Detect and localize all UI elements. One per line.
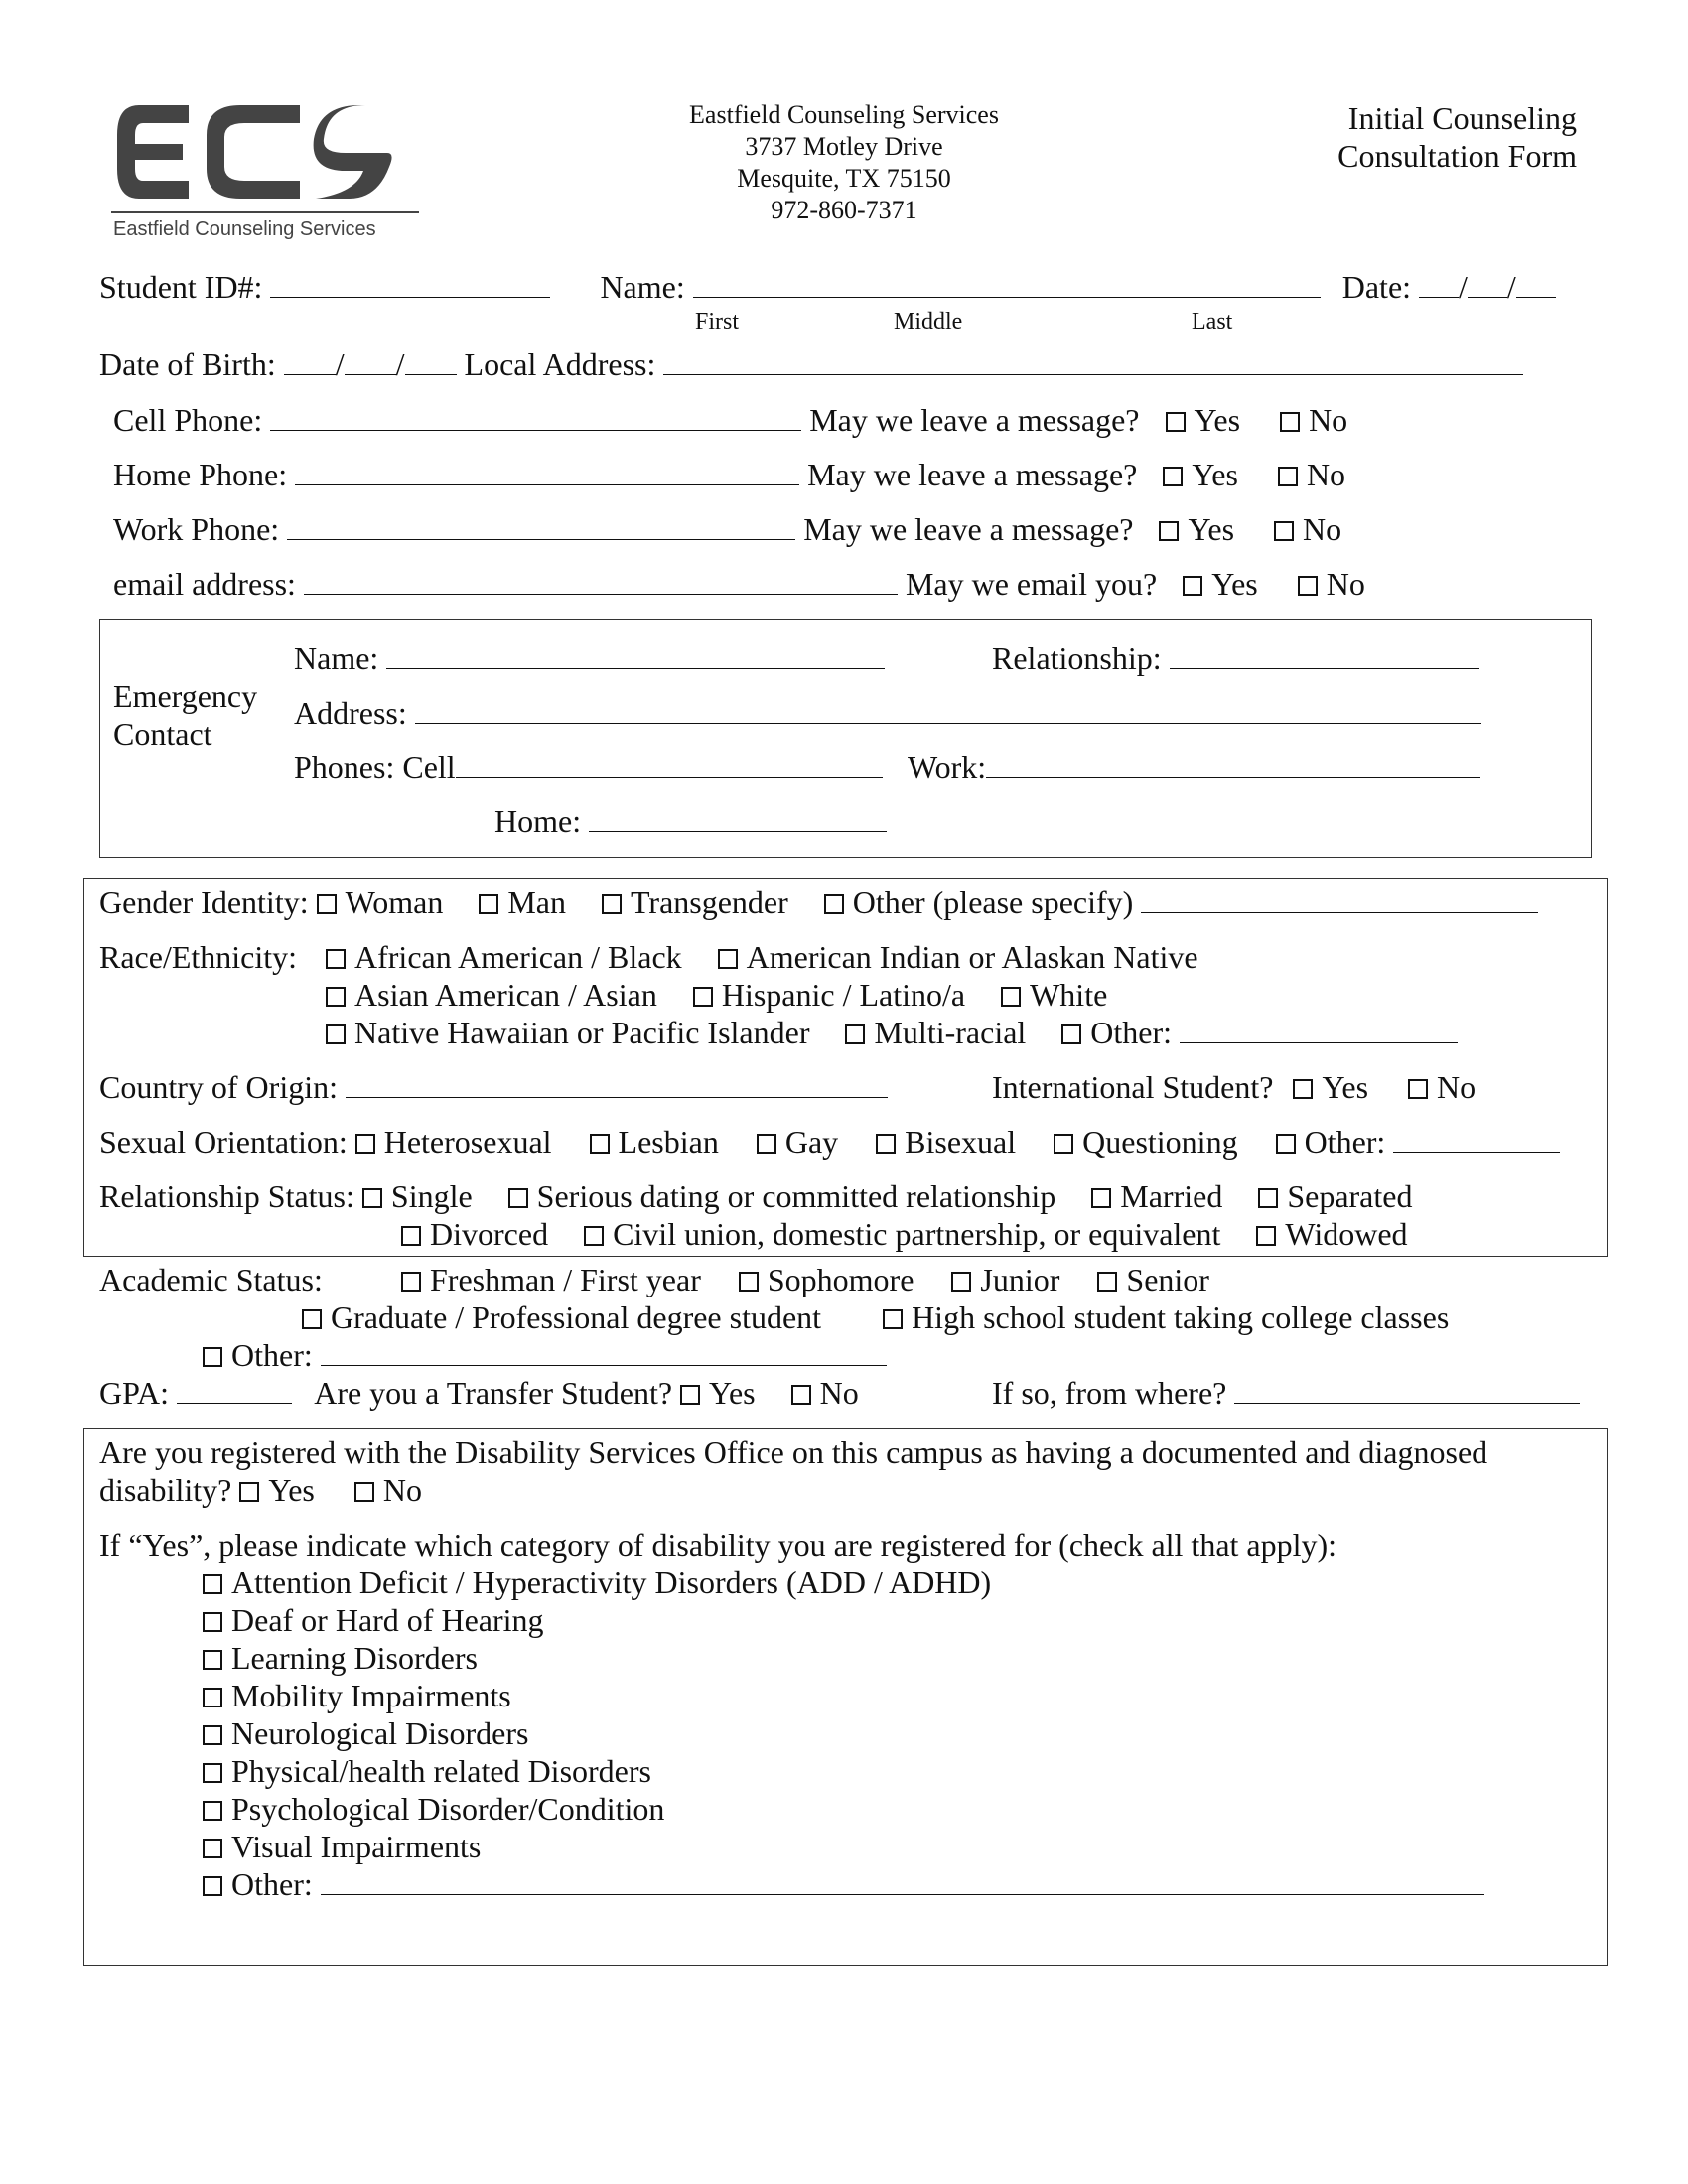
academic-status-label: Academic Status: — [99, 1262, 323, 1297]
home-message-yes-checkbox[interactable] — [1163, 467, 1183, 486]
emergency-address-label: Address: — [294, 695, 407, 731]
cell-phone-label: Cell Phone: — [113, 402, 263, 438]
disability-deaf-checkbox[interactable] — [203, 1612, 222, 1632]
orientation-lesbian-checkbox[interactable] — [590, 1134, 610, 1154]
orientation-heterosexual-checkbox[interactable] — [355, 1134, 375, 1154]
academic-option: High school student taking college classes — [912, 1299, 1450, 1335]
emergency-relationship-field[interactable] — [1170, 642, 1479, 669]
disability-category-label: Mobility Impairments — [231, 1678, 511, 1713]
orientation-gay-checkbox[interactable] — [757, 1134, 776, 1154]
emergency-cell-field[interactable] — [456, 751, 883, 778]
international-label: International Student? — [992, 1069, 1274, 1105]
orientation-other-field[interactable] — [1393, 1126, 1560, 1153]
home-message-no-checkbox[interactable] — [1278, 467, 1298, 486]
disability-mobility-checkbox[interactable] — [203, 1688, 222, 1707]
message-question: May we leave a message? — [807, 457, 1138, 492]
race-white-checkbox[interactable] — [1001, 987, 1021, 1007]
emergency-cell-row — [294, 749, 883, 786]
relationship-option: Civil union, domestic partnership, or equivalent — [613, 1216, 1221, 1252]
disability-category-item — [203, 1865, 1484, 1903]
disability-category-label: Attention Deficit / Hyperactivity Disorders (ADD / ADHD) — [231, 1565, 992, 1600]
student-id-label: Student ID#: — [99, 269, 263, 305]
orientation-option: Other: — [1304, 1124, 1386, 1160]
transfer-question: Are you a Transfer Student? — [314, 1375, 673, 1411]
emergency-home-row — [494, 802, 887, 840]
yes-label: Yes — [709, 1375, 756, 1411]
dob-month-field[interactable] — [284, 348, 336, 375]
emergency-cell-label: Phones: Cell — [294, 750, 456, 785]
emergency-address-field[interactable] — [415, 697, 1481, 724]
no-label: No — [1309, 402, 1348, 438]
race-label: Race/Ethnicity: — [99, 939, 298, 975]
academic-junior-checkbox[interactable] — [951, 1272, 971, 1292]
academic-option: Junior — [980, 1262, 1060, 1297]
gpa-row — [99, 1374, 859, 1412]
relationship-option: Serious dating or committed relationship — [536, 1178, 1056, 1214]
transfer-where-label: If so, from where? — [992, 1375, 1227, 1411]
gender-transgender-checkbox[interactable] — [602, 894, 622, 914]
disability-category-item — [203, 1714, 1484, 1752]
name-first-caption: First — [695, 309, 740, 335]
emergency-home-label: Home: — [494, 803, 582, 839]
org-phone: 972-860-7371 — [771, 196, 917, 224]
academic-other-row — [203, 1336, 887, 1374]
name-label: Name: — [600, 269, 685, 305]
race-row-1 — [326, 938, 1198, 976]
cell-phone-row — [113, 401, 1347, 439]
date-label: Date: — [1341, 269, 1412, 305]
local-address-field[interactable] — [663, 348, 1523, 375]
org-address-block — [645, 99, 1043, 226]
disability-category-item — [203, 1828, 1484, 1865]
race-asian-checkbox[interactable] — [326, 987, 346, 1007]
disability-question-line2: disability? — [99, 1472, 232, 1508]
local-address-label: Local Address: — [464, 346, 656, 382]
relationship-option: Widowed — [1285, 1216, 1408, 1252]
disability-physical-checkbox[interactable] — [203, 1763, 222, 1783]
work-phone-label: Work Phone: — [113, 511, 280, 547]
race-other-field[interactable] — [1180, 1017, 1458, 1043]
country-field[interactable] — [346, 1071, 888, 1098]
race-american-indian-checkbox[interactable] — [718, 949, 738, 969]
disability-category-item — [203, 1601, 1484, 1639]
name-middle-caption: Middle — [894, 309, 963, 335]
date-day-field[interactable] — [1468, 271, 1507, 298]
name-field[interactable] — [693, 271, 1321, 298]
race-row-2 — [326, 976, 1107, 1014]
relationship-single-checkbox[interactable] — [362, 1188, 382, 1208]
relationship-separated-checkbox[interactable] — [1258, 1188, 1278, 1208]
race-other-checkbox[interactable] — [1061, 1024, 1081, 1044]
relationship-option: Separated — [1287, 1178, 1413, 1214]
academic-option: Senior — [1126, 1262, 1209, 1297]
email-field[interactable] — [304, 568, 898, 595]
student-id-row — [99, 268, 1556, 306]
country-row — [99, 1068, 888, 1106]
race-option: African American / Black — [354, 939, 682, 975]
disability-yes-checkbox[interactable] — [239, 1482, 259, 1502]
race-pacific-islander-checkbox[interactable] — [326, 1024, 346, 1044]
academic-other-label: Other: — [231, 1337, 313, 1373]
country-label: Country of Origin: — [99, 1069, 338, 1105]
relationship-dating-checkbox[interactable] — [508, 1188, 528, 1208]
relationship-label: Relationship Status: — [99, 1178, 354, 1214]
emergency-label-line1: Emergency — [113, 678, 258, 714]
gpa-field[interactable] — [177, 1377, 292, 1404]
date-month-field[interactable] — [1419, 271, 1459, 298]
home-phone-field[interactable] — [295, 459, 799, 485]
cell-message-yes-checkbox[interactable] — [1166, 412, 1186, 432]
gender-other-checkbox[interactable] — [824, 894, 844, 914]
race-multiracial-checkbox[interactable] — [845, 1024, 865, 1044]
no-label: No — [1306, 457, 1346, 492]
orientation-option: Bisexual — [905, 1124, 1017, 1160]
email-yes-checkbox[interactable] — [1183, 576, 1202, 596]
orientation-option: Questioning — [1082, 1124, 1238, 1160]
orientation-option: Heterosexual — [383, 1124, 552, 1160]
gender-option: Man — [507, 885, 566, 920]
academic-senior-checkbox[interactable] — [1097, 1272, 1117, 1292]
no-label: No — [1303, 511, 1342, 547]
dob-row — [99, 345, 1523, 383]
race-option: Other: — [1090, 1015, 1173, 1050]
name-last-caption: Last — [1192, 309, 1233, 335]
emergency-address-row — [294, 694, 1481, 732]
emergency-label-line2: Contact — [113, 716, 212, 751]
email-question: May we email you? — [905, 566, 1158, 602]
academic-high-school-checkbox[interactable] — [883, 1309, 903, 1329]
gender-other-field[interactable] — [1141, 887, 1538, 913]
orientation-label: Sexual Orientation: — [99, 1124, 348, 1160]
disability-category-label: Learning Disorders — [231, 1640, 478, 1676]
disability-question-line2-row — [99, 1471, 422, 1509]
cell-phone-field[interactable] — [270, 404, 801, 431]
international-no-checkbox[interactable] — [1408, 1079, 1428, 1099]
message-question: May we leave a message? — [809, 402, 1140, 438]
academic-sophomore-checkbox[interactable] — [739, 1272, 759, 1292]
work-message-yes-checkbox[interactable] — [1159, 521, 1179, 541]
disability-learning-checkbox[interactable] — [203, 1650, 222, 1670]
home-phone-row — [113, 456, 1345, 493]
relationship-option: Married — [1120, 1178, 1223, 1214]
no-label: No — [1326, 566, 1365, 602]
orientation-bisexual-checkbox[interactable] — [876, 1134, 896, 1154]
race-option: White — [1030, 977, 1108, 1013]
yes-label: Yes — [1194, 402, 1241, 438]
academic-option: Graduate / Professional degree student — [331, 1299, 822, 1335]
disability-category-label: Deaf or Hard of Hearing — [231, 1602, 544, 1638]
form-title-line1: Initial Counseling — [1347, 100, 1577, 136]
relationship-option: Divorced — [430, 1216, 549, 1252]
race-option: Native Hawaiian or Pacific Islander — [354, 1015, 810, 1050]
emergency-name-label: Name: — [294, 640, 379, 676]
orientation-row — [99, 1123, 1560, 1160]
academic-freshman-checkbox[interactable] — [401, 1272, 421, 1292]
relationship-married-checkbox[interactable] — [1091, 1188, 1111, 1208]
disability-category-item — [203, 1639, 1484, 1677]
race-hispanic-checkbox[interactable] — [693, 987, 713, 1007]
transfer-where-row — [992, 1374, 1580, 1412]
disability-category-item — [203, 1790, 1484, 1828]
relationship-row-1 — [99, 1177, 1412, 1215]
dob-day-field[interactable] — [345, 348, 396, 375]
disability-question-line1: Are you registered with the Disability Services Office on this campus as having a documented and diagnosed — [99, 1434, 1488, 1470]
disability-category-item — [203, 1564, 1484, 1601]
ecs-logo — [111, 95, 429, 254]
no-label: No — [382, 1472, 422, 1508]
emergency-work-row — [908, 749, 1480, 786]
disability-other-field[interactable] — [321, 1868, 1484, 1895]
orientation-option: Gay — [784, 1124, 839, 1160]
email-no-checkbox[interactable] — [1298, 576, 1318, 596]
org-street: 3737 Motley Drive — [745, 132, 943, 161]
home-phone-label: Home Phone: — [113, 457, 288, 492]
disability-psychological-checkbox[interactable] — [203, 1801, 222, 1821]
yes-label: Yes — [1322, 1069, 1369, 1105]
message-question: May we leave a message? — [803, 511, 1134, 547]
relationship-divorced-checkbox[interactable] — [401, 1226, 421, 1246]
gender-row — [99, 884, 1538, 921]
disability-category-list — [203, 1564, 1484, 1903]
gender-woman-checkbox[interactable] — [317, 894, 337, 914]
disability-neurological-checkbox[interactable] — [203, 1725, 222, 1745]
dob-label: Date of Birth: — [99, 346, 276, 382]
gender-option: Other (please specify) — [852, 885, 1134, 920]
race-option: Asian American / Asian — [354, 977, 657, 1013]
gender-man-checkbox[interactable] — [479, 894, 498, 914]
race-option: American Indian or Alaskan Native — [746, 939, 1198, 975]
academic-option: Freshman / First year — [430, 1262, 701, 1297]
disability-category-label: Visual Impairments — [231, 1829, 482, 1864]
org-city: Mesquite, TX 75150 — [737, 164, 951, 193]
disability-category-item — [203, 1677, 1484, 1714]
relationship-civil-union-checkbox[interactable] — [584, 1226, 604, 1246]
international-yes-checkbox[interactable] — [1293, 1079, 1313, 1099]
date-sep: / — [1506, 269, 1516, 305]
no-label: No — [1437, 1069, 1477, 1105]
academic-option: Sophomore — [767, 1262, 914, 1297]
form-title-line2: Consultation Form — [1337, 138, 1577, 174]
academic-row-1 — [401, 1261, 1209, 1298]
work-message-no-checkbox[interactable] — [1274, 521, 1294, 541]
email-row — [113, 565, 1365, 603]
org-name: Eastfield Counseling Services — [689, 100, 999, 129]
dob-sep: / — [335, 346, 345, 382]
relationship-option: Single — [390, 1178, 473, 1214]
gender-option: Woman — [345, 885, 444, 920]
yes-label: Yes — [1192, 457, 1238, 492]
yes-label: Yes — [268, 1472, 315, 1508]
disability-category-label: Psychological Disorder/Condition — [231, 1791, 665, 1827]
cell-message-no-checkbox[interactable] — [1280, 412, 1300, 432]
race-row-3 — [326, 1014, 1458, 1051]
disability-no-checkbox[interactable] — [354, 1482, 374, 1502]
dob-year-field[interactable] — [405, 348, 457, 375]
orientation-questioning-checkbox[interactable] — [1054, 1134, 1073, 1154]
orientation-option: Lesbian — [618, 1124, 719, 1160]
academic-other-checkbox[interactable] — [203, 1347, 222, 1367]
disability-if-yes: If “Yes”, please indicate which category of disability you are registered for (check all that apply): — [99, 1527, 1337, 1563]
emergency-name-field[interactable] — [386, 642, 885, 669]
date-year-field[interactable] — [1516, 271, 1556, 298]
gpa-label: GPA: — [99, 1375, 169, 1411]
disability-category-label: Other: — [231, 1866, 313, 1902]
emergency-home-field[interactable] — [589, 805, 887, 832]
emergency-name-row — [294, 639, 885, 677]
yes-label: Yes — [1211, 566, 1258, 602]
disability-category-label: Neurological Disorders — [231, 1715, 529, 1751]
form-title — [1337, 99, 1577, 175]
disability-adhd-checkbox[interactable] — [203, 1574, 222, 1594]
gender-option: Transgender — [630, 885, 788, 920]
transfer-no-checkbox[interactable] — [791, 1385, 811, 1405]
relationship-widowed-checkbox[interactable] — [1256, 1226, 1276, 1246]
race-option: Multi-racial — [874, 1015, 1027, 1050]
disability-visual-checkbox[interactable] — [203, 1839, 222, 1858]
no-label: No — [819, 1375, 859, 1411]
disability-category-item — [203, 1752, 1484, 1790]
academic-other-field[interactable] — [321, 1339, 887, 1366]
relationship-row-2 — [401, 1215, 1408, 1253]
work-phone-row — [113, 510, 1341, 548]
orientation-other-checkbox[interactable] — [1276, 1134, 1296, 1154]
international-row — [992, 1068, 1476, 1106]
academic-graduate-checkbox[interactable] — [302, 1309, 322, 1329]
dob-sep: / — [395, 346, 405, 382]
emergency-work-field[interactable] — [986, 751, 1480, 778]
logo-tagline: Eastfield Counseling Services — [113, 218, 376, 240]
emergency-work-label: Work: — [908, 750, 987, 785]
transfer-yes-checkbox[interactable] — [680, 1385, 700, 1405]
race-option: Hispanic / Latino/a — [721, 977, 966, 1013]
disability-category-label: Physical/health related Disorders — [231, 1753, 651, 1789]
emergency-contact-label — [113, 677, 257, 752]
emergency-relationship-label: Relationship: — [992, 640, 1162, 676]
transfer-where-field[interactable] — [1234, 1377, 1580, 1404]
work-phone-field[interactable] — [287, 513, 795, 540]
gender-label: Gender Identity: — [99, 885, 309, 920]
disability-other-checkbox[interactable] — [203, 1876, 222, 1896]
academic-row-2 — [302, 1298, 1449, 1336]
date-sep: / — [1459, 269, 1468, 305]
race-african-american-checkbox[interactable] — [326, 949, 346, 969]
emergency-relationship-row — [992, 639, 1479, 677]
yes-label: Yes — [1188, 511, 1235, 547]
student-id-field[interactable] — [270, 271, 550, 298]
email-label: email address: — [113, 566, 296, 602]
